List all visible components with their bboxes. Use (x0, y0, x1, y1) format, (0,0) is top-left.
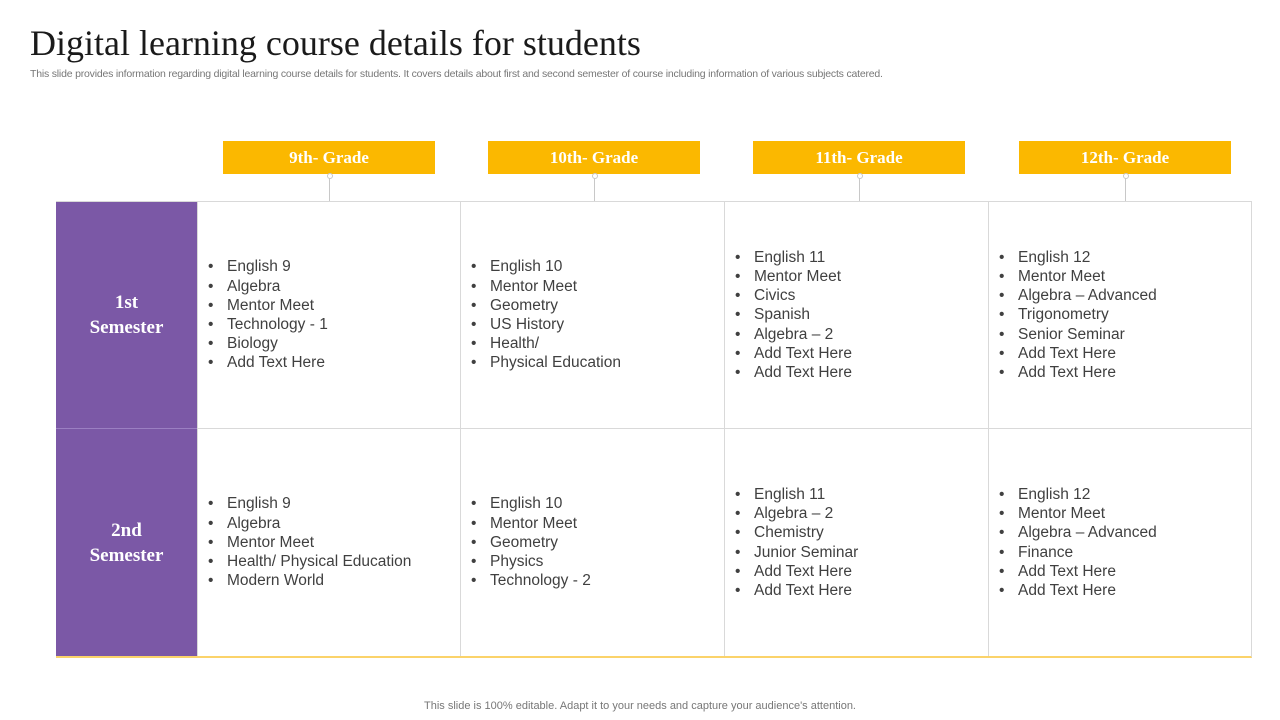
grade-connector (329, 176, 330, 201)
course-item: • Add Text Here (998, 363, 1157, 382)
grade-tab-10: 10th- Grade (488, 141, 700, 174)
course-item: • Civics (734, 286, 852, 305)
course-item: • Algebra – 2 (734, 504, 858, 523)
course-item: • Chemistry (734, 523, 858, 542)
course-item: • Spanish (734, 305, 852, 324)
course-item: • US History (470, 315, 621, 334)
course-cell (460, 202, 724, 429)
course-item: • Health/ (470, 334, 621, 353)
course-cell (988, 202, 1251, 429)
course-item: • Senior Seminar (998, 325, 1157, 344)
course-item: • Junior Seminar (734, 543, 858, 562)
course-item: • Health/ Physical Education (207, 552, 411, 571)
course-item: • English 9 (207, 494, 411, 513)
course-cell (460, 429, 724, 656)
course-item: • Add Text Here (207, 353, 328, 372)
course-item: • Add Text Here (734, 344, 852, 363)
course-list (734, 485, 858, 600)
course-list (998, 485, 1157, 600)
course-item: • Trigonometry (998, 305, 1157, 324)
course-item: • Biology (207, 334, 328, 353)
slide-title: Digital learning course details for students (30, 23, 641, 63)
slide-subtitle: This slide provides information regarding digital learning course details for students. It covers details about first and second semester of course including information of various subjects catered. (30, 68, 883, 80)
semester-label-2 (56, 429, 197, 656)
course-item: • Physics (470, 552, 591, 571)
course-list (470, 494, 591, 590)
course-item: • Algebra – Advanced (998, 523, 1157, 542)
course-item: • Modern World (207, 571, 411, 590)
course-item: • Technology - 1 (207, 315, 328, 334)
course-item: • Mentor Meet (470, 514, 591, 533)
course-item: • Mentor Meet (207, 533, 411, 552)
grade-connector (1125, 176, 1126, 201)
course-item: • English 11 (734, 248, 852, 267)
course-list (734, 248, 852, 382)
course-cell (724, 429, 988, 656)
course-item: • Add Text Here (734, 363, 852, 382)
course-item: • English 12 (998, 248, 1157, 267)
course-cell (197, 429, 460, 656)
grade-tab-12: 12th- Grade (1019, 141, 1231, 174)
course-item: • Algebra (207, 277, 328, 296)
course-list (207, 257, 328, 372)
grade-connector (859, 176, 860, 201)
semester-label-1 (56, 202, 197, 429)
course-item: • Add Text Here (998, 562, 1157, 581)
course-item: • Mentor Meet (207, 296, 328, 315)
grade-connector (594, 176, 595, 201)
course-item: • Add Text Here (998, 344, 1157, 363)
course-item: • English 9 (207, 257, 328, 276)
course-item: • Algebra – 2 (734, 325, 852, 344)
slide-footer: This slide is 100% editable. Adapt it to your needs and capture your audience's attention. (424, 700, 856, 712)
course-cell (724, 202, 988, 429)
semester-word: Semester (89, 544, 164, 566)
course-list (998, 248, 1157, 382)
course-item: • Add Text Here (734, 562, 858, 581)
course-cell (197, 202, 460, 429)
course-item: • Technology - 2 (470, 571, 591, 590)
course-cell (988, 429, 1251, 656)
course-item: • Algebra – Advanced (998, 286, 1157, 305)
course-table (56, 201, 1252, 658)
semester-ordinal: 2nd (111, 519, 142, 541)
course-item: • Add Text Here (998, 581, 1157, 600)
course-item: • English 11 (734, 485, 858, 504)
course-list (207, 494, 411, 590)
course-item: • Geometry (470, 533, 591, 552)
course-item: • Mentor Meet (998, 504, 1157, 523)
course-item: • Finance (998, 543, 1157, 562)
grade-tab-11: 11th- Grade (753, 141, 965, 174)
course-item: • Geometry (470, 296, 621, 315)
grade-tab-9: 9th- Grade (223, 141, 435, 174)
course-item: • Add Text Here (734, 581, 858, 600)
course-item: • Physical Education (470, 353, 621, 372)
semester-word: Semester (89, 317, 164, 338)
semester-ordinal: 1st (114, 292, 139, 313)
course-item: • English 10 (470, 494, 591, 513)
course-item: • Algebra (207, 514, 411, 533)
course-item: • Mentor Meet (998, 267, 1157, 286)
course-item: • English 10 (470, 257, 621, 276)
course-item: • Mentor Meet (734, 267, 852, 286)
course-list (470, 257, 621, 372)
course-item: • Mentor Meet (470, 277, 621, 296)
course-item: • English 12 (998, 485, 1157, 504)
